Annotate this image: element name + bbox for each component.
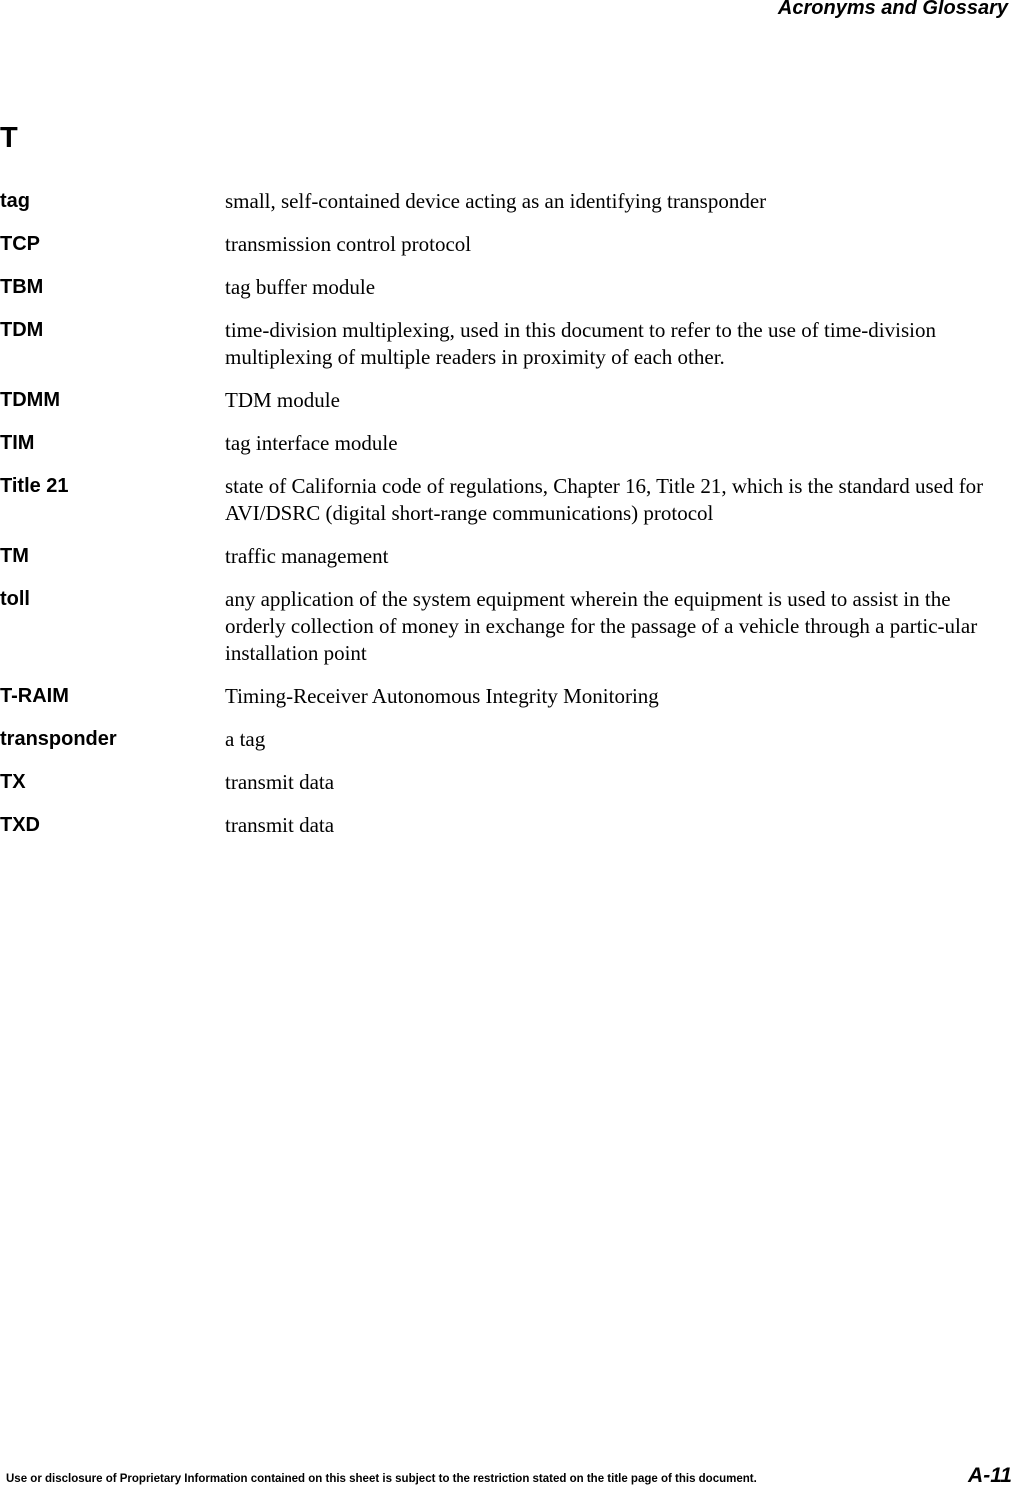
glossary-term: T-RAIM	[0, 685, 69, 707]
glossary-entry	[0, 387, 1016, 414]
glossary-term: TM	[0, 545, 29, 567]
page-number: A-11	[968, 1464, 1012, 1487]
glossary-term: TCP	[0, 233, 40, 255]
glossary-term: TBM	[0, 276, 44, 298]
glossary-definition: any application of the system equipment wherein the equipment is used to assist in the orderly collection of money in exchange for the passage of a vehicle through a partic-ular installation point	[225, 587, 978, 665]
glossary-definition: transmission control protocol	[225, 232, 472, 256]
glossary-entry	[0, 586, 1016, 667]
glossary-list	[0, 188, 1016, 855]
glossary-entry	[0, 274, 1016, 301]
glossary-entry	[0, 231, 1016, 258]
glossary-entry	[0, 683, 1016, 710]
glossary-definition: transmit data	[225, 770, 335, 794]
glossary-term: toll	[0, 588, 30, 610]
glossary-term: transponder	[0, 728, 117, 750]
glossary-term: Title 21	[0, 475, 69, 497]
glossary-definition: tag interface module	[225, 431, 398, 455]
glossary-term: TX	[0, 771, 26, 793]
glossary-entry	[0, 726, 1016, 753]
glossary-definition: time-division multiplexing, used in this document to refer to the use of time-division multiplexing of multiple readers in proximity of each other.	[225, 318, 936, 369]
glossary-term: TDM	[0, 319, 44, 341]
glossary-term: TIM	[0, 432, 35, 454]
glossary-definition: transmit data	[225, 813, 335, 837]
page-header-title: Acronyms and Glossary	[777, 0, 1008, 19]
glossary-entry	[0, 430, 1016, 457]
glossary-term: TDMM	[0, 389, 60, 411]
glossary-definition: TDM module	[225, 388, 340, 412]
glossary-definition: tag buffer module	[225, 275, 376, 299]
glossary-definition: traffic management	[225, 544, 389, 568]
glossary-entry	[0, 812, 1016, 839]
glossary-entry	[0, 188, 1016, 215]
glossary-definition: a tag	[225, 727, 266, 751]
glossary-definition: state of California code of regulations, Chapter 16, Title 21, which is the standard used for AVI/DSRC (digital short-range communications) protocol	[225, 474, 984, 525]
glossary-entry	[0, 317, 1016, 371]
glossary-entry	[0, 473, 1016, 527]
glossary-entry	[0, 769, 1016, 796]
proprietary-notice: Use or disclosure of Proprietary Information contained on this sheet is subject to the restriction stated on the title page of this document.	[6, 1473, 757, 1485]
section-letter-heading: T	[0, 122, 18, 154]
glossary-definition: small, self-contained device acting as an identifying transponder	[225, 189, 767, 213]
glossary-term: tag	[0, 190, 30, 212]
glossary-entry	[0, 543, 1016, 570]
glossary-definition: Timing-Receiver Autonomous Integrity Monitoring	[225, 684, 659, 708]
glossary-term: TXD	[0, 814, 40, 836]
